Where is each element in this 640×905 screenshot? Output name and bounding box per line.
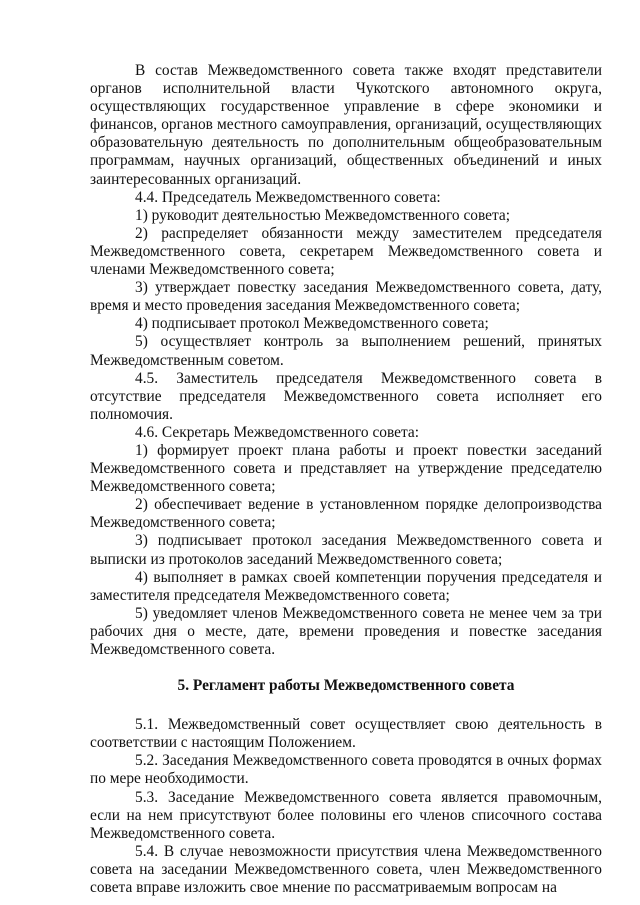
list-item-chairman-2: 2) распределяет обязанности между заместителем председателя Межведомственного совета, секретарем Межведомственного совета и членами Межведомственного совета; xyxy=(90,224,602,279)
intro-paragraph: В состав Межведомственного совета также входят представители органов исполнительной власти Чукотского автономного округа, осуществляющих государственное управление в сфере экономики и финансов, органов местного самоуправления, организаций, осуществляющих образовательную деятельность по дополнительным общеобразовательным программам, научных организаций, общественных объединений и иных заинтересованных организаций. xyxy=(90,62,602,188)
list-item-chairman-3: 3) утверждает повестку заседания Межведомственного совета, дату, время и место проведения заседания Межведомственного совета; xyxy=(90,279,602,315)
list-item-chairman-1: 1) руководит деятельностью Межведомственного совета; xyxy=(135,206,511,224)
paragraph-4-4: 4.4. Председатель Межведомственного совета: xyxy=(135,188,441,206)
list-item-chairman-5: 5) осуществляет контроль за выполнением решений, принятых Межведомственным советом. xyxy=(90,333,602,369)
list-item-secretary-1: 1) формирует проект плана работы и проект повестки заседаний Межведомственного совета и представляет на утверждение председателю Межведомственного совета; xyxy=(90,441,602,496)
paragraph-4-5: 4.5. Заместитель председателя Межведомственного совета в отсутствие председателя Межведомственного совета исполняет его полномочия. xyxy=(90,369,602,423)
paragraph-5-2: 5.2. Заседания Межведомственного совета проводятся в очных формах по мере необходимости. xyxy=(90,752,602,788)
list-item-secretary-3: 3) подписывает протокол заседания Межведомственного совета и выписки из протоколов заседаний Межведомственного совета; xyxy=(90,532,602,568)
list-item-chairman-4: 4) подписывает протокол Межведомственного совета; xyxy=(135,315,489,333)
paragraph-5-1: 5.1. Межведомственный совет осуществляет свою деятельность в соответствии с настоящим Положением. xyxy=(90,716,602,752)
paragraph-5-3: 5.3. Заседание Межведомственного совета является правомочным, если на нем присутствуют более половины его членов списочного состава Межведомственного совета. xyxy=(90,788,602,842)
list-item-secretary-5: 5) уведомляет членов Межведомственного совета не менее чем за три рабочих дня о месте, дате, времени проведения и повестке заседания Межведомственного совета. xyxy=(90,604,602,658)
list-item-secretary-2: 2) обеспечивает ведение в установленном порядке делопроизводства Межведомственного совета; xyxy=(90,496,602,532)
paragraph-4-6: 4.6. Секретарь Межведомственного совета: xyxy=(135,423,420,441)
paragraph-5-4: 5.4. В случае невозможности присутствия члена Межведомственного совета на заседании Межведомственного совета, член Межведомственного совета вправе изложить свое мнение по рассматриваемым вопросам на xyxy=(90,842,602,897)
list-item-secretary-4: 4) выполняет в рамках своей компетенции поручения председателя и заместителя председателя Межведомственного совета; xyxy=(90,568,602,604)
section-5-heading: 5. Регламент работы Межведомственного совета xyxy=(177,677,515,695)
document-body xyxy=(90,62,602,897)
